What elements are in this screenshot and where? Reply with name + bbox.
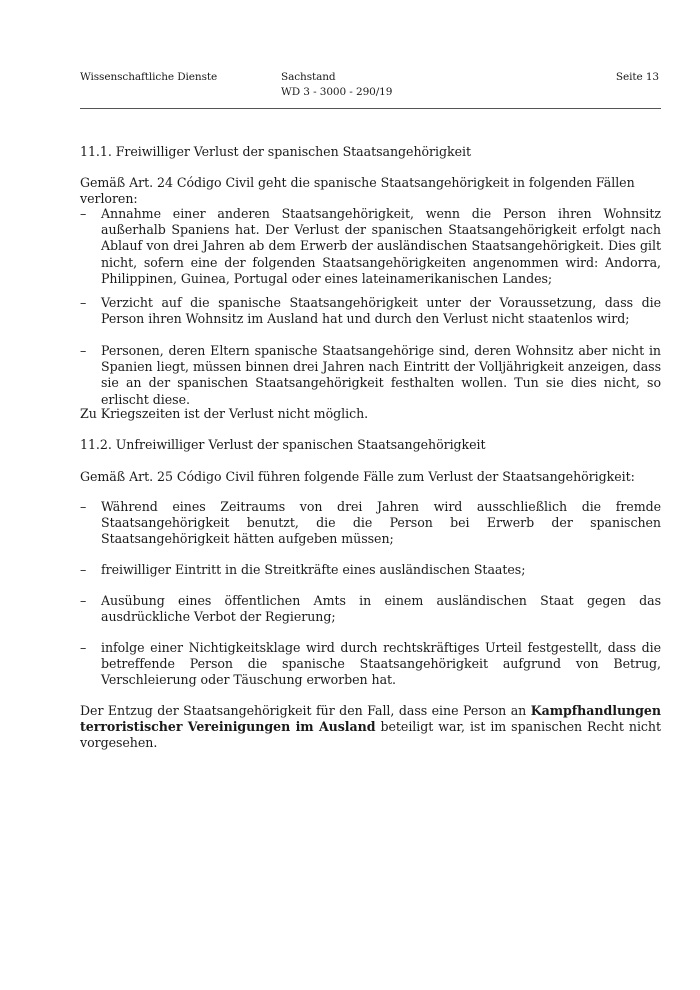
bullet-dash: – xyxy=(80,562,87,577)
list-item-text: infolge einer Nichtigkeitsklage wird durch rechtskräftiges Urteil festgestellt, dass die betreffende Person die spanische Staatsangehörigkeit aufgrund von Betrug, Verschleierung oder Täuschung erworben hat. xyxy=(101,640,661,688)
section-heading-11-1: 11.1. Freiwilliger Verlust der spanischen Staatsangehörigkeit xyxy=(80,144,471,159)
header-page-number: Seite 13 xyxy=(615,71,659,83)
list-item-text: Während eines Zeitraums von drei Jahren wird ausschließlich die fremde Staatsangehörigkeit benutzt, die die Person bei Erwerb der spanischen Staatsangehörigkeit hätten aufgeben müssen; xyxy=(101,499,661,547)
bullet-dash: – xyxy=(80,499,87,514)
header-organization: Wissenschaftliche Dienste xyxy=(80,71,218,83)
header-doc-type: Sachstand xyxy=(281,71,336,83)
section-closing-11-1: Zu Kriegszeiten ist der Verlust nicht möglich. xyxy=(80,406,369,421)
bullet-dash: – xyxy=(80,295,87,310)
final-paragraph xyxy=(80,703,661,752)
list-item-text: Annahme einer anderen Staatsangehörigkeit, wenn die Person ihren Wohnsitz außerhalb Spaniens hat. Der Verlust der spanischen Staatsangehörigkeit erfolgt nach Ablauf von drei Jahren ab dem Erwerb der ausländischen Staatsangehörigkeit. Dies gilt nicht, sofern eine der folgenden Staatsangehörigkeiten angenommen wird: Andorra, Philippinen, Guinea, Portugal oder eines lateinamerikanischen Landes; xyxy=(101,206,661,286)
list-item-text: Verzicht auf die spanische Staatsangehörigkeit unter der Voraussetzung, dass die Person ihren Wohnsitz im Ausland hat und durch den Verlust nicht staatenlos wird; xyxy=(101,295,661,327)
list-item-text: freiwilliger Eintritt in die Streitkräfte eines ausländischen Staates; xyxy=(101,562,526,577)
bullet-dash: – xyxy=(80,206,87,221)
header-divider xyxy=(80,108,661,109)
list-item-text: Personen, deren Eltern spanische Staatsangehörige sind, deren Wohnsitz aber nicht in Spanien liegt, müssen binnen drei Jahren nach Eintritt der Volljährigkeit anzeigen, dass sie an der spanischen Staatsangehörigkeit festhalten wollen. Tun sie dies nicht, so erlischt diese. xyxy=(101,343,661,407)
final-paragraph-part2: beteiligt war, ist im spanischen Recht nicht vorgesehen. xyxy=(80,719,661,751)
bullet-dash: – xyxy=(80,343,87,358)
section-heading-11-2: 11.2. Unfreiwilliger Verlust der spanischen Staatsangehörigkeit xyxy=(80,437,486,452)
bullet-dash: – xyxy=(80,640,87,655)
bullet-dash: – xyxy=(80,593,87,608)
list-item-text: Ausübung eines öffentlichen Amts in einem ausländischen Staat gegen das ausdrückliche Verbot der Regierung; xyxy=(101,593,661,625)
header-doc-id: WD 3 - 3000 - 290/19 xyxy=(281,86,393,98)
section-intro-11-1: Gemäß Art. 24 Código Civil geht die spanische Staatsangehörigkeit in folgenden Fällen verloren: xyxy=(80,175,635,207)
final-paragraph-bold: Kampfhandlungen terroristischer Vereinigungen im Ausland xyxy=(80,703,661,735)
final-paragraph-part1: Der Entzug der Staatsangehörigkeit für den Fall, dass eine Person an xyxy=(80,703,531,718)
header-document-info xyxy=(281,70,392,100)
section-intro-11-2: Gemäß Art. 25 Código Civil führen folgende Fälle zum Verlust der Staatsangehörigkeit: xyxy=(80,469,635,484)
